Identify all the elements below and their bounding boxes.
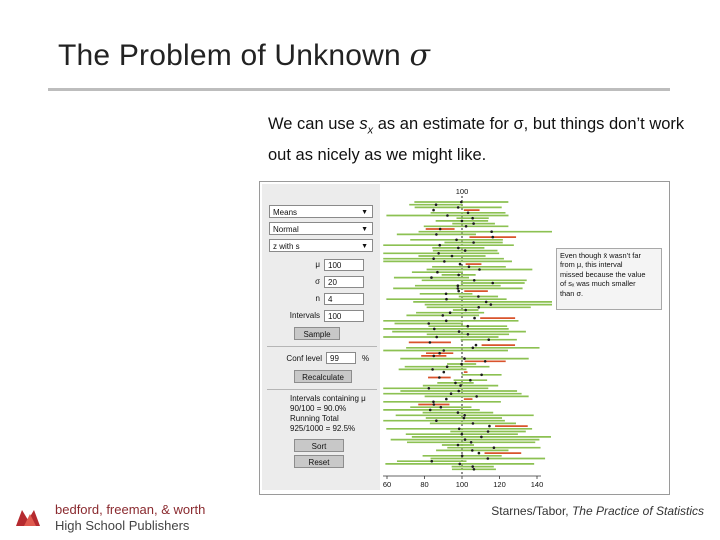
note-line: than σ. [560, 288, 584, 298]
sample-size-input[interactable]: 4 [324, 293, 364, 305]
body-text-start: We can use [268, 115, 360, 133]
sample-mean-point [473, 468, 476, 471]
sample-mean-point [455, 239, 458, 242]
sigma-symbol: σ [409, 38, 431, 73]
credit-book-title: The Practice of Statistics [571, 504, 704, 518]
missed-interval-note [556, 248, 662, 310]
reference-label: 100 [455, 187, 469, 196]
intervals-input[interactable]: 100 [324, 310, 364, 322]
sample-mean-point [473, 279, 476, 282]
sample-mean-point [436, 271, 439, 274]
sort-button[interactable]: Sort [294, 439, 344, 452]
note-line: of sₓ was much smaller [560, 279, 636, 289]
x-tick-label: 60 [382, 480, 392, 489]
sample-mean-point [430, 276, 433, 279]
brand-subtitle: High School Publishers [55, 518, 190, 533]
reset-button[interactable]: Reset [294, 455, 344, 468]
sample-mean-point [471, 217, 474, 220]
sample-mean-point [458, 463, 461, 466]
sample-mean-point [435, 419, 438, 422]
interval-plot [260, 182, 669, 494]
sample-mean-point [464, 309, 467, 312]
distribution-dropdown-value: Normal [273, 225, 299, 234]
sample-mean-point [450, 392, 453, 395]
conf-level-label: Conf level [286, 354, 322, 363]
sample-mean-point [480, 374, 483, 377]
x-tick-label: 80 [420, 480, 429, 489]
credit-authors: Starnes/Tabor, [491, 504, 572, 518]
sample-mean-point [473, 317, 476, 320]
sample-mean-point [477, 295, 480, 298]
conf-level-input[interactable]: 99 [326, 352, 356, 364]
sample-mean-point [491, 282, 494, 285]
sample-mean-point [440, 406, 443, 409]
sample-mean-point [458, 428, 461, 431]
sample-mean-point [457, 284, 460, 287]
sample-mean-point [432, 355, 435, 358]
sample-mean-point [446, 365, 449, 368]
body-text-end: as an estimate for σ, but things don’t work out as nicely as we might like. [268, 115, 685, 165]
sample-mean-point [429, 341, 432, 344]
note-line: missed because the value [560, 269, 646, 279]
sample-mean-point [490, 230, 493, 233]
sample-mean-point [432, 401, 435, 404]
sample-mean-point [463, 417, 466, 420]
sample-mean-point [490, 303, 493, 306]
note-line: Even though x̄ wasn’t far [560, 251, 641, 260]
sample-mean-point [464, 438, 467, 441]
textbook-credit [491, 504, 704, 518]
sample-mean-point [485, 301, 488, 304]
sample-mean-point [442, 371, 445, 374]
sample-mean-point [467, 212, 470, 215]
sample-mean-point [491, 236, 494, 239]
body-s-symbol: s [359, 115, 368, 133]
recalculate-button[interactable]: Recalculate [294, 370, 352, 383]
parameter-dropdown-value: Means [273, 208, 298, 217]
sample-mean-point [488, 425, 491, 428]
sample-mean-point [467, 333, 470, 336]
sample-mean-point [461, 220, 464, 223]
sample-mean-point [449, 311, 452, 314]
sample-mean-point [438, 244, 441, 247]
sample-mean-point [461, 433, 464, 436]
sample-mean-point [432, 209, 435, 212]
sample-mean-point [430, 460, 433, 463]
slide-title-text: The Problem of Unknown [58, 39, 410, 72]
sample-mean-point [478, 268, 481, 271]
sample-mean-point [468, 266, 471, 269]
sample-mean-point [480, 436, 483, 439]
sample-mean-point [457, 390, 460, 393]
sample-mean-point [464, 249, 467, 252]
sample-mean-point [460, 201, 463, 204]
sample-mean-point [428, 387, 431, 390]
sample-mean-point [487, 457, 490, 460]
sample-mean-point [461, 455, 464, 458]
slide-title [58, 38, 430, 73]
sample-mean-point [429, 409, 432, 412]
sigma-label: σ [315, 277, 320, 286]
sample-mean-point [460, 363, 463, 366]
sample-mean-point [435, 336, 438, 339]
sigma-input[interactable]: 20 [324, 276, 364, 288]
sample-mean-point [446, 214, 449, 217]
sample-mean-point [466, 325, 469, 328]
sample-mean-point [487, 430, 490, 433]
sample-mean-point [442, 349, 445, 352]
sample-mean-point [457, 290, 460, 293]
sample-mean-point [472, 422, 475, 425]
mu-input[interactable]: 100 [324, 259, 364, 271]
sample-mean-point [472, 241, 475, 244]
sample-mean-point [441, 314, 444, 317]
sample-mean-point [458, 330, 461, 333]
sample-mean-point [437, 252, 440, 255]
slide-body-text [268, 112, 688, 168]
mu-label: μ [315, 260, 320, 269]
sample-button[interactable]: Sample [294, 327, 340, 340]
sample-mean-point [478, 452, 481, 455]
intervals-containing-value: 90/100 = 90.0% [290, 404, 347, 413]
sample-mean-point [463, 414, 466, 417]
sample-mean-point [457, 444, 460, 447]
confidence-interval-applet [259, 181, 670, 495]
note-line: from μ, this interval [560, 260, 623, 270]
title-divider [48, 88, 670, 91]
x-tick-label: 140 [530, 480, 544, 489]
sample-mean-point [438, 376, 441, 379]
sample-mean-point [484, 360, 487, 363]
sample-mean-point [459, 384, 462, 387]
sample-mean-point [471, 449, 474, 452]
sample-mean-point [443, 260, 446, 263]
x-tick-label: 120 [493, 480, 506, 489]
sample-mean-point [475, 344, 478, 347]
sample-mean-point [433, 403, 436, 406]
sample-mean-point [427, 322, 430, 325]
dropdown-arrow-icon: ▼ [361, 226, 368, 233]
sample-mean-point [463, 357, 466, 360]
running-total-value: 925/1000 = 92.5% [290, 424, 356, 433]
sample-mean-point [431, 368, 434, 371]
sample-mean-point [457, 274, 460, 277]
method-dropdown-value: z with s [273, 242, 300, 251]
sample-mean-point [457, 206, 460, 209]
sample-mean-point [433, 328, 436, 331]
sample-mean-point [469, 379, 472, 382]
sample-size-label: n [315, 294, 320, 303]
sample-mean-point [445, 298, 448, 301]
brand-name: bedford, freeman, & worth [55, 502, 206, 517]
body-s-subscript: x [367, 124, 374, 137]
sample-mean-point [435, 233, 438, 236]
dropdown-arrow-icon: ▼ [361, 209, 368, 216]
sample-mean-point [438, 352, 441, 355]
x-tick-label: 100 [455, 480, 469, 489]
sample-mean-point [445, 293, 448, 296]
sample-mean-point [472, 347, 475, 350]
sample-mean-point [445, 320, 448, 323]
sample-mean-point [445, 398, 448, 401]
sample-mean-point [471, 465, 474, 468]
sample-mean-point [457, 247, 460, 250]
percent-sign: % [362, 354, 370, 363]
sample-mean-point [451, 255, 454, 258]
sample-mean-point [432, 257, 435, 260]
sample-mean-point [472, 222, 475, 225]
sample-mean-point [459, 263, 462, 266]
publisher-logo-icon [14, 504, 48, 528]
sample-mean-point [457, 287, 460, 290]
sample-mean-point [457, 411, 460, 414]
sample-mean-point [454, 382, 457, 385]
sample-mean-point [477, 306, 480, 309]
sample-mean-point [487, 338, 490, 341]
sample-mean-point [470, 441, 473, 444]
sample-mean-point [435, 203, 438, 206]
sample-mean-point [475, 395, 478, 398]
intervals-label: Intervals [289, 311, 320, 320]
dropdown-arrow-icon: ▼ [361, 243, 368, 250]
sample-mean-point [493, 446, 496, 449]
sample-mean-point [465, 225, 468, 228]
sample-mean-point [439, 228, 442, 231]
intervals-containing-label: Intervals containing μ [290, 394, 366, 403]
running-total-label: Running Total [290, 414, 339, 423]
